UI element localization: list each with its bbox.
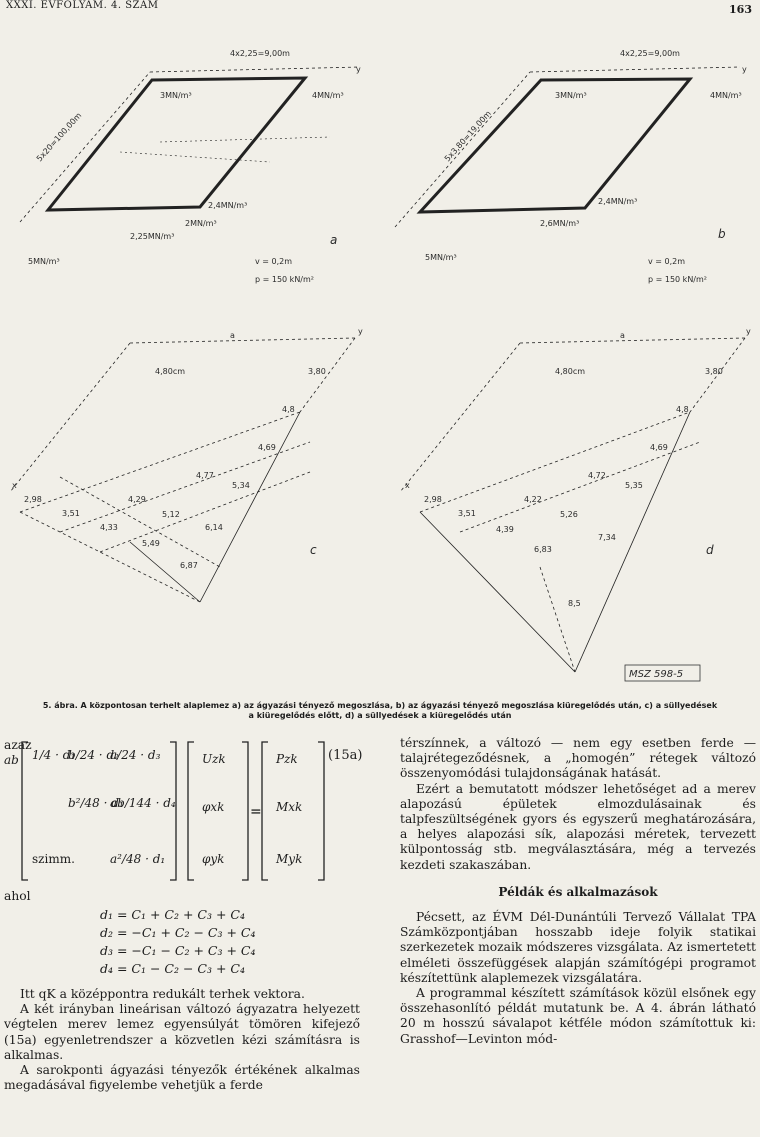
d-line-1: d₁ = C₁ + C₂ + C₃ + C₄ xyxy=(100,907,245,922)
axis-label: y xyxy=(356,65,361,74)
d-line-2: d₂ = −C₁ + C₂ − C₃ + C₄ xyxy=(100,925,256,940)
panel-b-dims: 4x2,25=9,00m xyxy=(620,49,680,58)
ab-label: ab xyxy=(4,753,19,767)
matrix-r2c2: b²/48 · d₁ xyxy=(68,796,124,810)
figure-5 xyxy=(0,12,760,700)
panel-a-side: 5x20=100,00m xyxy=(34,110,84,164)
label: 4,33 xyxy=(100,523,118,532)
ahol: ahol xyxy=(4,889,31,903)
label: 2,6MN/m³ xyxy=(540,219,580,228)
paragraph: A sarokponti ágyazási tényezők értékének alkalmas megadásával figyelembe vehetjük a ferde xyxy=(4,1063,360,1093)
matrix-r1c2: b/24 · d₂ xyxy=(68,748,119,762)
svg-text:=: = xyxy=(250,804,262,820)
label: 4,8 xyxy=(282,405,295,414)
panel-a-dims: 4x2,25=9,00m xyxy=(230,49,290,58)
label: 3MN/m³ xyxy=(555,91,587,100)
d-line-4: d₄ = C₁ − C₂ − C₃ + C₄ xyxy=(100,961,245,976)
label: 4,80cm xyxy=(155,367,186,376)
label: 3,80 xyxy=(308,367,326,376)
running-header: XXXI. ÉVFOLYAM. 4. SZÁM xyxy=(6,0,159,11)
panel-tag: a xyxy=(330,233,338,247)
d-line-3: d₃ = −C₁ − C₂ + C₃ + C₄ xyxy=(100,943,256,958)
axis-label: x xyxy=(405,481,410,490)
label: 4MN/m³ xyxy=(312,91,344,100)
left-column-text xyxy=(4,987,360,1093)
label: 5,49 xyxy=(142,539,160,548)
axis-label: y xyxy=(742,65,747,74)
matrix-r1c3: a/24 · d₃ xyxy=(110,748,161,762)
label: 5,35 xyxy=(625,481,643,490)
param: p = 150 kN/m² xyxy=(255,275,314,284)
azaz: azaz xyxy=(4,738,32,752)
label: 4MN/m³ xyxy=(710,91,742,100)
label: 2,98 xyxy=(424,495,442,504)
paragraph: A programmal készített számítások közül elsőnek egy összehasonlító példát mutatunk be. A 4. ábrán látható 20 m hosszú sávalapot kétféle módon számítottuk ki: Grasshof—Levinton mód- xyxy=(400,986,756,1046)
label: 5,26 xyxy=(560,510,578,519)
vec-p-1: Pzk xyxy=(276,752,298,766)
axis-label: y xyxy=(358,327,363,336)
label: 4,29 xyxy=(128,495,146,504)
figure-caption xyxy=(4,701,756,721)
panel-tag: d xyxy=(706,543,714,557)
label: 5MN/m³ xyxy=(28,257,60,266)
equation-number: (15a) xyxy=(328,748,363,763)
label: 6,87 xyxy=(180,561,198,570)
paragraph: térszínnek, a változó — nem egy esetben ferde — talajrétegeződésnek, a „homogén” rétegek változó összenyomódási tulajdonságának hatását. xyxy=(400,736,756,781)
label: 2,4MN/m³ xyxy=(208,201,248,210)
paragraph: Itt qK a középpontra redukált terhek vektora. xyxy=(20,987,305,1001)
label: 6,83 xyxy=(534,545,552,554)
label: 2,4MN/m³ xyxy=(598,197,638,206)
label: 3MN/m³ xyxy=(160,91,192,100)
matrix-r1c1: 1/4 · d₁ xyxy=(32,748,76,762)
matrix-r2c3: ab/144 · d₄ xyxy=(110,796,176,810)
param: v = 0,2m xyxy=(255,257,293,266)
axis-label: y xyxy=(746,327,751,336)
matrix-r3c3: a²/48 · d₁ xyxy=(110,852,166,866)
vec-p-3: Myk xyxy=(276,852,303,866)
label: 4,39 xyxy=(496,525,514,534)
right-column-text xyxy=(400,736,756,1047)
label: 5,12 xyxy=(162,510,180,519)
label: 5,34 xyxy=(232,481,250,490)
panel-b-side: 5x3,80=19,00m xyxy=(442,108,494,164)
label: 7,34 xyxy=(598,533,616,542)
label: 6,14 xyxy=(205,523,223,532)
param: v = 0,2m xyxy=(648,257,686,266)
label: 4,72 xyxy=(588,471,606,480)
matrix-r3c1: szimm. xyxy=(32,852,75,866)
stamp-text: MSZ 598-5 xyxy=(629,669,684,680)
paragraph: Pécsett, az ÉVM Dél-Dunántúli Tervező Vállalat TPA Számközpontjában hosszabb ideje folyik statikai szerkezetek mozaik módszeres vizsgálata. Az ismertetett elméleti összefüggések alapján számítógépi programot készítettünk alaplemezek vizsgálatára. xyxy=(400,910,756,985)
panel-tag: c xyxy=(310,543,317,557)
paragraph: A két irányban lineárisan változó ágyazatra helyezett végtelen merev lemez egyensúlyát tömören kifejező (15a) egyenletrendszer a közvetlen kézi számításra is alkalmas. xyxy=(4,1002,360,1062)
axis-label: x xyxy=(12,481,17,490)
vec-u-1: Uzk xyxy=(202,752,226,766)
label: 8,5 xyxy=(568,599,581,608)
vec-u-3: φyk xyxy=(202,852,225,866)
axis-label: a xyxy=(230,331,235,340)
label: 4,80cm xyxy=(555,367,586,376)
axis-label: a xyxy=(620,331,625,340)
label: 4,22 xyxy=(524,495,542,504)
section-heading: Példák és alkalmazások xyxy=(498,884,658,899)
vec-u-2: φxk xyxy=(202,800,225,814)
label: 3,51 xyxy=(458,509,476,518)
label: 2MN/m³ xyxy=(185,219,217,228)
label: 3,80 xyxy=(705,367,723,376)
label: 4,69 xyxy=(258,443,276,452)
label: 4,69 xyxy=(650,443,668,452)
panel-tag: b xyxy=(718,227,726,241)
panel-d-grid xyxy=(400,338,745,672)
label: 4,8 xyxy=(676,405,689,414)
label: 2,25MN/m³ xyxy=(130,232,175,241)
param: p = 150 kN/m² xyxy=(648,275,707,284)
stamp xyxy=(625,665,700,681)
paragraph: Ezért a bemutatott módszer lehetőséget ad a merev alapozású épületek elmozdulásainak és talpfeszültségének gyors és egyszerű meghatározására, a helyes alapozási sík, alapozási méretek, tervezett külpontosság stb. megválasztására, még a tervezés kezdeti szakaszában. xyxy=(400,781,756,872)
label: 3,51 xyxy=(62,509,80,518)
label: 5MN/m³ xyxy=(425,253,457,262)
caption-line-1: 5. ábra. A központosan terhelt alaplemez a) az ágyazási tényező megoszlása, b) az ágyazási tényező megoszlása kiüregelődés után, c) a süllyedések xyxy=(42,701,718,710)
label: 2,98 xyxy=(24,495,42,504)
caption-line-2: a kiüregelődés előtt, d) a süllyedések a kiüregelődés után xyxy=(248,711,512,720)
vec-p-2: Mxk xyxy=(276,800,303,814)
page-number: 163 xyxy=(729,3,752,16)
label: 4,77 xyxy=(196,471,214,480)
